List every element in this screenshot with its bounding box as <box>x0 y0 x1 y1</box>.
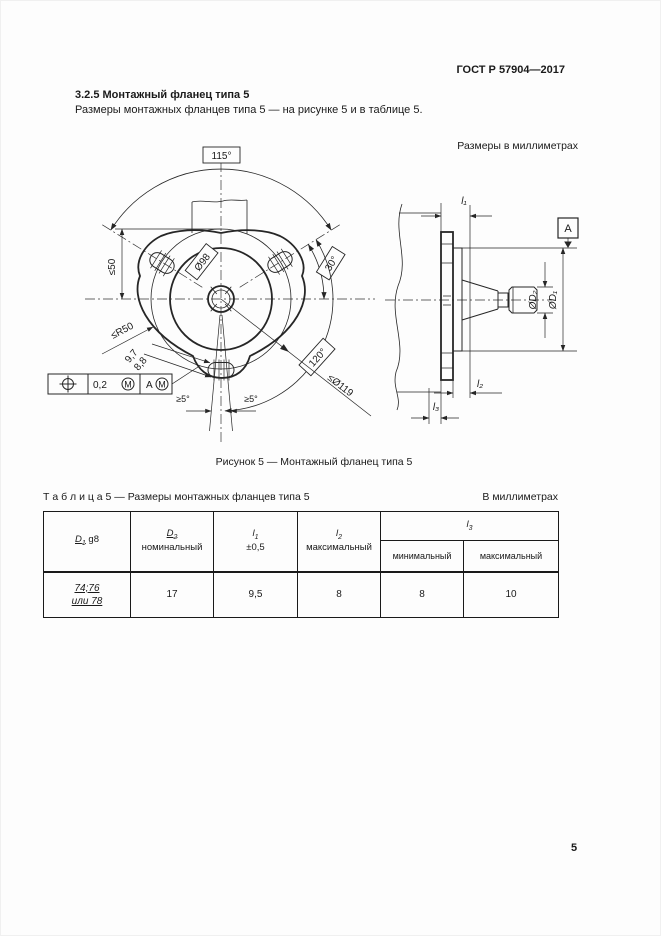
angle-5-right-label: ≥5° <box>244 394 258 404</box>
cell-d2: 17 <box>131 572 214 618</box>
tolerance-datum: A <box>146 380 153 391</box>
doc-reference: ГОСТ Р 57904—2017 <box>456 64 565 76</box>
table-header-l1: $l_1$ ±0,5 <box>214 512 298 573</box>
dim-d1-label: ØD₁ <box>548 290 559 310</box>
table-header-l3-min: минимальный <box>381 541 464 573</box>
tolerance-value: 0,2 <box>93 380 107 391</box>
units-note: Размеры в миллиметрах <box>457 140 578 152</box>
page-number: 5 <box>571 842 578 854</box>
side-view <box>385 196 578 424</box>
dim-d2-label: ØD₂ <box>528 290 539 310</box>
wall-edges <box>397 213 441 392</box>
cell-l3-max: 10 <box>464 572 559 618</box>
arrow-dia119 <box>280 344 291 354</box>
dim-l3-label: l₃ <box>432 402 440 413</box>
slot-upper-left <box>145 247 178 279</box>
slot-width-88: 8,8 <box>132 355 150 374</box>
boss-section <box>453 248 462 351</box>
cell-l2: 8 <box>298 572 381 618</box>
angle-5-left-label: ≥5° <box>176 394 190 404</box>
cell-l3-min: 8 <box>381 572 464 618</box>
datum-triangle <box>564 242 572 249</box>
table-header-l3-max: максимальный <box>464 541 559 573</box>
intro-text: Размеры монтажных фланцев типа 5 — на рисунке 5 и в таблице 5. <box>75 104 423 116</box>
centerline-slot-left <box>102 225 202 287</box>
table-row <box>44 572 559 618</box>
table-title: Т а б л и ц а 5 — Размеры монтажных фланцев типа 5 <box>43 491 310 503</box>
wall-break-line <box>395 204 402 410</box>
arc-120 <box>225 240 333 411</box>
dim-l2-label: l₂ <box>477 379 484 390</box>
slot-width-97: 9,7 <box>123 347 141 366</box>
cell-l1: 9,5 <box>214 572 298 618</box>
dim-120-label: 120° <box>307 346 330 370</box>
dim-115-label: 115° <box>211 151 232 162</box>
label-box-120 <box>299 338 335 375</box>
tolerance-frame <box>48 367 198 394</box>
dim-30-label: 30° <box>323 254 341 274</box>
plate-slot-lines <box>441 244 453 368</box>
table-header-d1: $D_1$ g8 <box>44 512 131 573</box>
dim-dia119-label: ≤Ø119 <box>325 372 355 400</box>
section-title: 3.2.5 Монтажный фланец типа 5 <box>75 89 250 101</box>
dim-l1-label: l₁ <box>461 196 467 207</box>
table-header-l2: $l_2$ максимальный <box>298 512 381 573</box>
slot-width-labels <box>123 347 150 373</box>
label-box-o98 <box>185 244 218 280</box>
dim-dia119 <box>325 373 355 400</box>
table-units: В миллиметрах <box>482 491 558 503</box>
tolerance-modifier: M <box>124 379 132 390</box>
table-header-l3: $l_3$ <box>381 512 559 541</box>
figure-caption: Рисунок 5 — Монтажный фланец типа 5 <box>215 456 413 468</box>
dim-o98-label: Ø98 <box>192 251 213 274</box>
dim-r50-label: ≤R50 <box>109 320 136 342</box>
figure-5-drawing <box>40 140 601 452</box>
dim-50-label: ≤50 <box>107 258 118 276</box>
front-view <box>48 147 375 443</box>
dimensions-table <box>43 511 559 618</box>
table-header-d2: $D_2$ номинальный <box>131 512 214 573</box>
table-title-row <box>43 491 558 503</box>
cell-d1: 74;76 или 78 <box>44 572 131 618</box>
tolerance-datum-modifier: M <box>158 379 166 390</box>
datum-a-label: A <box>564 223 572 235</box>
flange-plate-section <box>441 232 453 380</box>
